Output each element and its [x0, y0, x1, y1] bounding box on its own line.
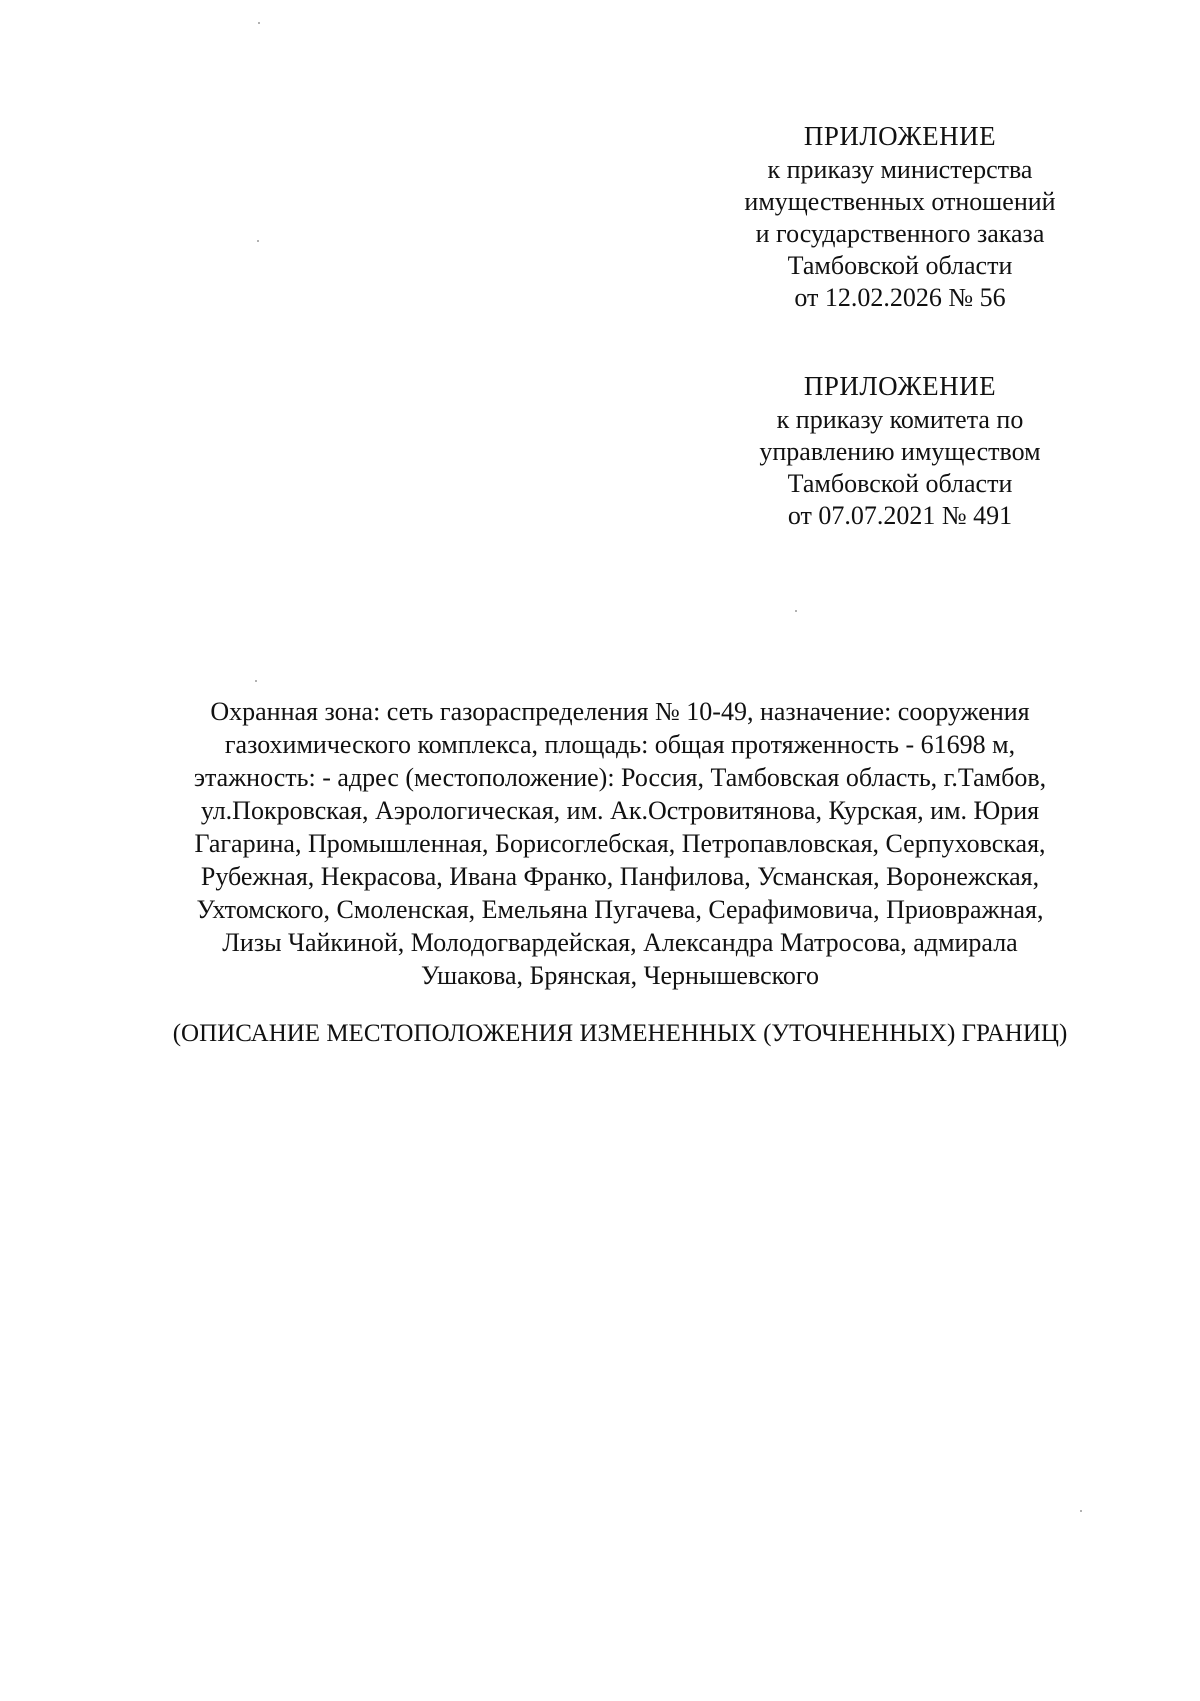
scan-speck: [255, 680, 257, 682]
title-line: Ушакова, Брянская, Чернышевского: [421, 961, 819, 990]
appendix-line: к приказу комитета по: [776, 405, 1024, 434]
appendix-line: к приказу министерства: [767, 155, 1033, 184]
title-line: Охранная зона: сеть газораспределения № 10-49, назначение: сооружения: [210, 697, 1030, 726]
appendix-order-date-number: от 12.02.2026 № 56: [794, 283, 1006, 312]
scan-speck: [1080, 1510, 1082, 1512]
appendix-block-ministry-order: [700, 120, 1100, 314]
appendix-line: управлению имуществом: [759, 437, 1041, 466]
title-line: газохимического комплекса, площадь: общая протяженность - 61698 м,: [224, 730, 1016, 759]
appendix-line: Тамбовской области: [787, 469, 1013, 498]
appendix-heading: ПРИЛОЖЕНИЕ: [803, 371, 997, 401]
title-line: ул.Покровская, Аэрологическая, им. Ак.Островитянова, Курская, им. Юрия: [200, 796, 1040, 825]
appendix-line: Тамбовской области: [787, 251, 1013, 280]
scan-speck: [258, 22, 260, 24]
appendix-line: и государственного заказа: [755, 219, 1045, 248]
protection-zone-title: [150, 695, 1090, 992]
appendix-order-date-number: от 07.07.2021 № 491: [787, 501, 1013, 530]
title-line: Гагарина, Промышленная, Борисоглебская, Петропавловская, Серпуховская,: [194, 829, 1046, 858]
appendix-heading: ПРИЛОЖЕНИЕ: [803, 121, 997, 151]
scan-speck: [257, 240, 259, 242]
title-line: Ухтомского, Смоленская, Емельяна Пугачева, Серафимовича, Приовражная,: [196, 895, 1044, 924]
title-line: Рубежная, Некрасова, Ивана Франко, Панфилова, Усманская, Воронежская,: [200, 862, 1040, 891]
appendix-block-committee-order: [700, 370, 1100, 532]
scan-speck: [795, 610, 797, 612]
title-line: Лизы Чайкиной, Молодогвардейская, Александра Матросова, адмирала: [222, 928, 1018, 957]
title-line: этажность: - адрес (местоположение): Россия, Тамбовская область, г.Тамбов,: [193, 763, 1047, 792]
appendix-line: имущественных отношений: [744, 187, 1056, 216]
boundary-description-subtitle: (ОПИСАНИЕ МЕСТОПОЛОЖЕНИЯ ИЗМЕНЕННЫХ (УТОЧНЕННЫХ) ГРАНИЦ): [172, 1020, 1068, 1047]
